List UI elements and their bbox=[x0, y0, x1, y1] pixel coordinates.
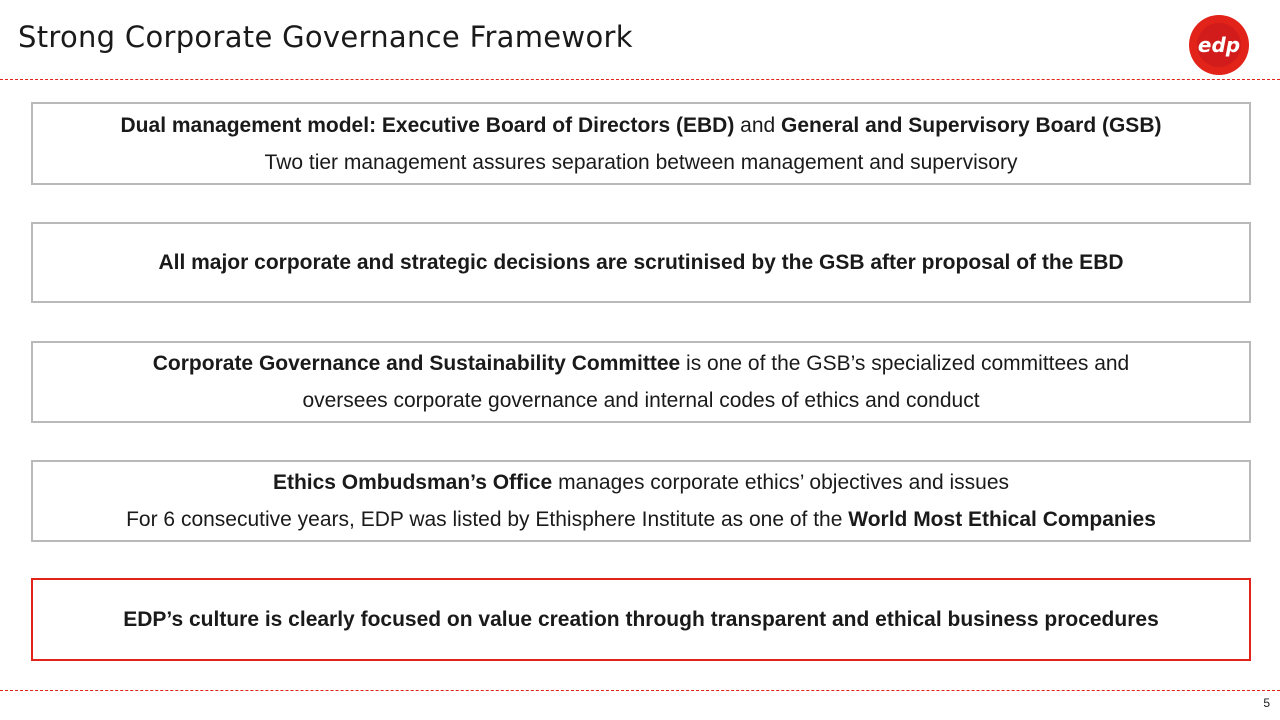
box1-line1 bbox=[121, 107, 1162, 144]
page-number: 5 bbox=[1263, 696, 1270, 710]
dual-management-box bbox=[31, 102, 1251, 185]
page-title: Strong Corporate Governance Framework bbox=[18, 20, 633, 54]
box5-bold: EDP’s culture is clearly focused on value creation through transparent and ethical business procedures bbox=[123, 608, 1159, 631]
box1-bold-gsb: General and Supervisory Board (GSB) bbox=[781, 113, 1162, 137]
edp-logo-icon bbox=[1188, 14, 1250, 76]
box4-line2-plain: For 6 consecutive years, EDP was listed by Ethisphere Institute as one of the bbox=[126, 508, 849, 531]
box3-plain: is one of the GSB’s specialized committees and bbox=[680, 352, 1130, 375]
box2-line1 bbox=[158, 244, 1123, 281]
box3-bold: Corporate Governance and Sustainability Committee bbox=[152, 352, 681, 375]
footer-divider bbox=[0, 690, 1280, 691]
box1-line2: Two tier management assures separation between management and supervisory bbox=[264, 150, 1018, 174]
box2-bold: All major corporate and strategic decisions are scrutinised by the GSB after proposal of the EBD bbox=[158, 251, 1124, 274]
box3-line2: oversees corporate governance and internal codes of ethics and conduct bbox=[302, 389, 980, 412]
header-divider bbox=[0, 79, 1280, 80]
box5-line1 bbox=[123, 601, 1159, 638]
box4-bold: Ethics Ombudsman’s Office bbox=[272, 471, 553, 494]
box4-line2 bbox=[126, 501, 1156, 538]
box4-line1 bbox=[273, 464, 1009, 501]
box4-line2-bold: World Most Ethical Companies bbox=[848, 508, 1156, 531]
culture-box bbox=[31, 578, 1251, 661]
box3-line1 bbox=[153, 345, 1129, 382]
committee-box bbox=[31, 341, 1251, 423]
box1-bold-ebd: Dual management model: Executive Board of Directors (EBD) bbox=[120, 113, 735, 137]
box4-plain: manages corporate ethics’ objectives and issues bbox=[552, 471, 1010, 494]
box1-and: and bbox=[734, 113, 782, 137]
decisions-box bbox=[31, 222, 1251, 303]
ethics-box bbox=[31, 460, 1251, 542]
logo-text: edp bbox=[1197, 33, 1241, 57]
